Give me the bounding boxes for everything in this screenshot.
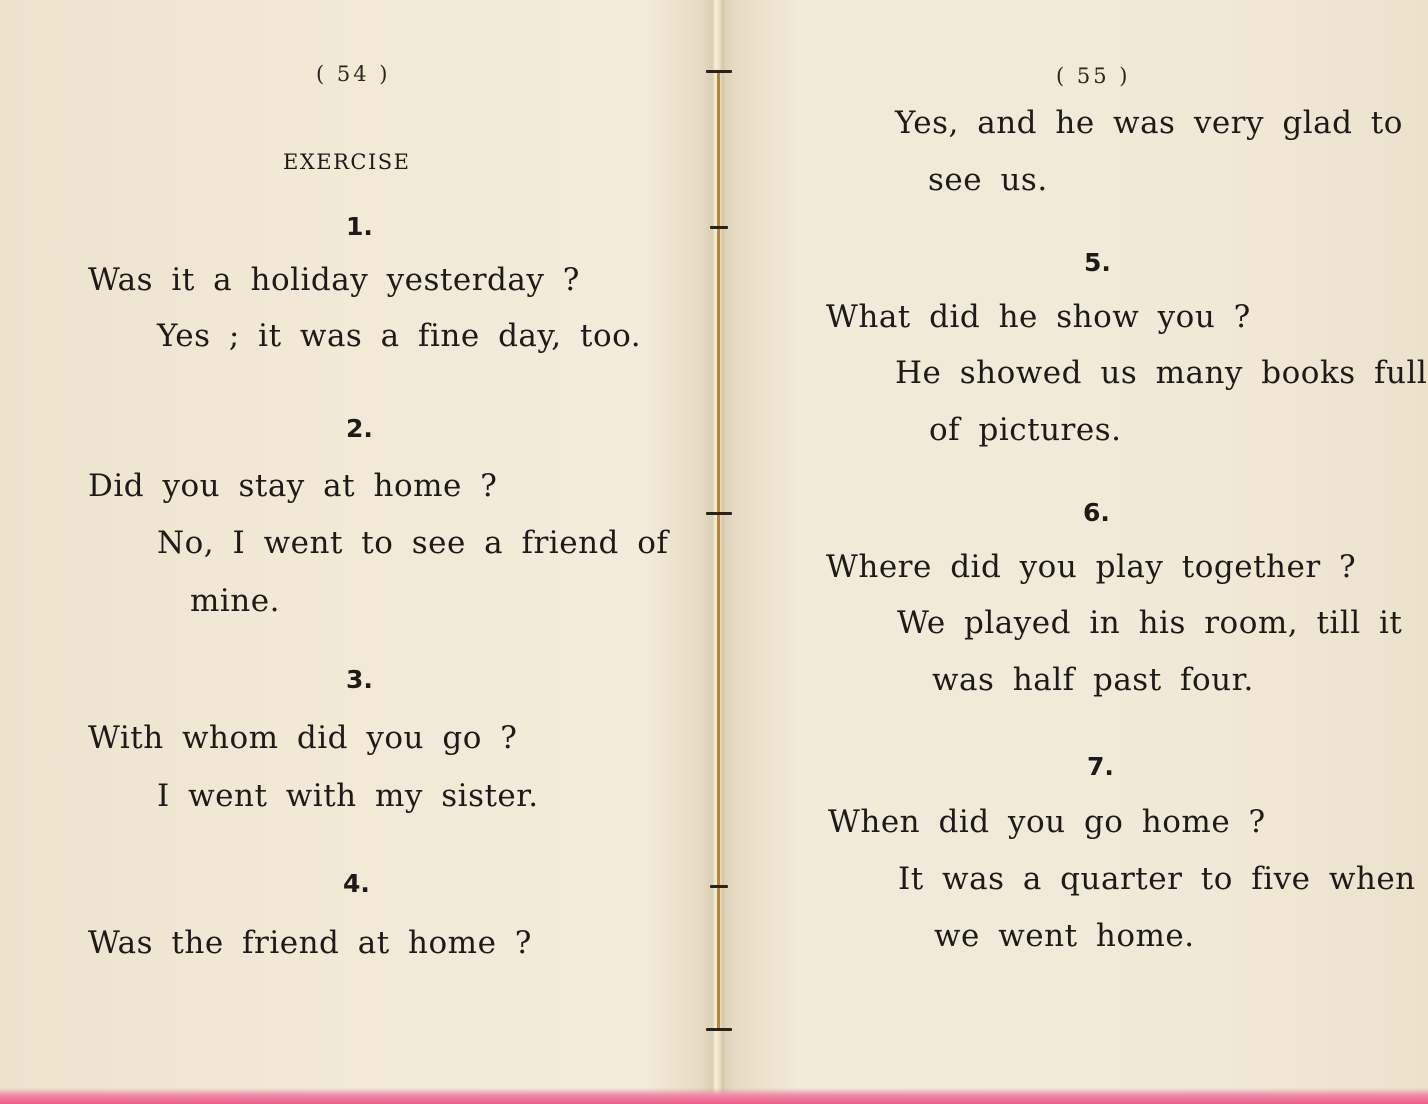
left-page bbox=[0, 0, 712, 1085]
question-text: When did you go home ? bbox=[828, 804, 1266, 840]
answer-text: Yes, and he was very glad to bbox=[895, 105, 1403, 141]
page-number: ( 54 ) bbox=[316, 62, 391, 86]
answer-text: No, I went to see a friend of bbox=[157, 525, 669, 561]
item-number: 6. bbox=[1083, 498, 1110, 527]
answer-text: mine. bbox=[190, 583, 280, 619]
answer-text: see us. bbox=[928, 162, 1048, 198]
item-number: 1. bbox=[346, 212, 373, 241]
question-text: What did he show you ? bbox=[826, 299, 1251, 335]
answer-text: we went home. bbox=[934, 918, 1195, 954]
question-text: Was the friend at home ? bbox=[88, 925, 532, 961]
answer-text: He showed us many books full bbox=[895, 355, 1428, 391]
answer-text: It was a quarter to five when bbox=[898, 861, 1416, 897]
question-text: With whom did you go ? bbox=[88, 720, 518, 756]
page-number: ( 55 ) bbox=[1056, 64, 1131, 88]
question-text: Where did you play together ? bbox=[826, 549, 1357, 585]
question-text: Did you stay at home ? bbox=[88, 468, 498, 504]
right-page bbox=[722, 0, 1428, 1085]
answer-text: Yes ; it was a fine day, too. bbox=[157, 318, 642, 354]
answer-text: was half past four. bbox=[932, 662, 1254, 698]
answer-text: I went with my sister. bbox=[157, 778, 539, 814]
answer-text: of pictures. bbox=[929, 412, 1122, 448]
exercise-heading: EXERCISE bbox=[283, 150, 411, 174]
item-number: 3. bbox=[346, 665, 373, 694]
answer-text: We played in his room, till it bbox=[897, 605, 1403, 641]
item-number: 4. bbox=[343, 869, 370, 898]
page-edge-stain bbox=[0, 1088, 1428, 1104]
item-number: 2. bbox=[346, 414, 373, 443]
question-text: Was it a holiday yesterday ? bbox=[88, 262, 580, 298]
item-number: 5. bbox=[1084, 248, 1111, 277]
item-number: 7. bbox=[1087, 752, 1114, 781]
